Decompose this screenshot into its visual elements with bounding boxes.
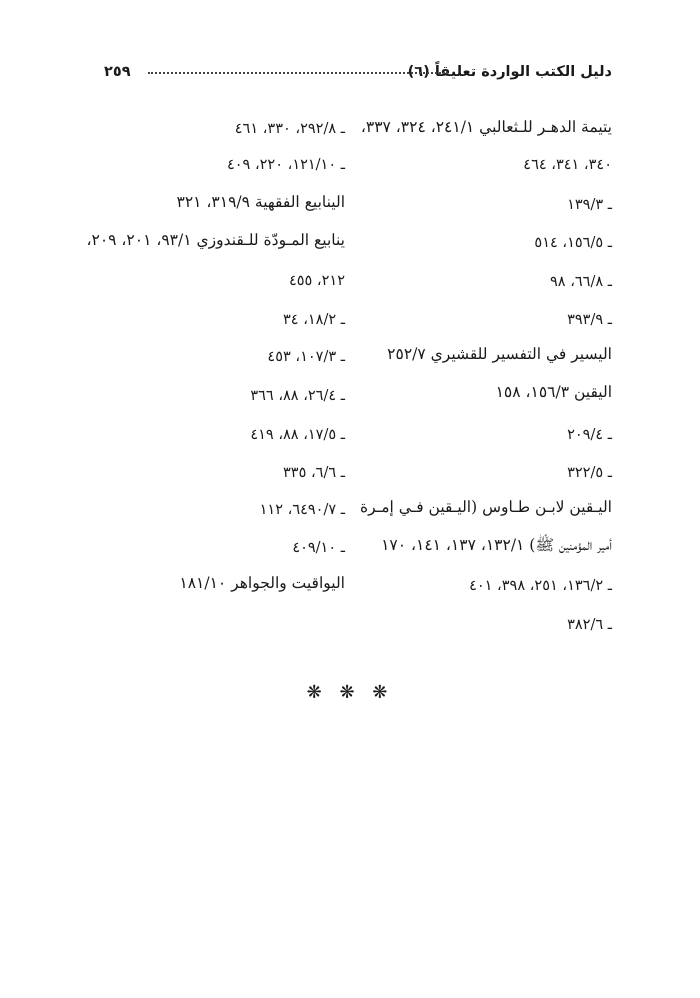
- header-leader-dots: [148, 72, 448, 74]
- index-entry: ٢١٢، ٤٥٥: [288, 273, 345, 289]
- index-entry: ـ ٦/٦، ٣٣٥: [283, 465, 345, 481]
- section-separator: ❋ ❋ ❋: [306, 682, 394, 703]
- index-entry: ـ ١٣٩/٣: [567, 197, 612, 213]
- index-entry: ـ ١٥٦/٥، ٥١٤: [534, 235, 612, 251]
- index-entry: ـ ٢٩٢/٨، ٣٣٠، ٤٦١: [234, 121, 345, 137]
- index-entry: ـ ٣٢٢/٥: [567, 465, 612, 481]
- index-entry: ـ ١٣٦/٢، ٢٥١، ٣٩٨، ٤٠١: [469, 578, 612, 594]
- index-entry: ـ ١٨/٢، ٣٤: [283, 312, 345, 328]
- index-entry: ـ ١٢١/١٠، ٢٢٠، ٤٠٩: [226, 157, 345, 173]
- index-entry: اليقين ١٥٦/٣، ١٥٨: [495, 383, 612, 401]
- index-entry: ـ ٦٦/٨، ٩٨: [550, 274, 612, 290]
- index-entry: أمير المؤمنين ﷺ) ١٣٢/١، ١٣٧، ١٤١، ١٧٠: [381, 536, 612, 554]
- index-entry: ٣٤٠، ٣٤١، ٤٦٤: [523, 157, 612, 173]
- index-entry: ـ ٢٦/٤، ٨٨، ٣٦٦: [250, 388, 345, 404]
- index-entry: ـ ٦٤٩٠/٧، ١١٢: [259, 502, 345, 518]
- index-entry: ـ ١٧/٥، ٨٨، ٤١٩: [250, 427, 345, 443]
- index-entry: ـ ٣٩٣/٩: [567, 312, 612, 328]
- index-entry: ـ ٤٠٩/١٠: [292, 540, 345, 556]
- index-entry: الينابيع الفقهية ٣١٩/٩، ٣٢١: [176, 193, 345, 211]
- running-header-title: دليل الكتب الواردة تعليقاً (٦): [407, 64, 612, 80]
- index-entry: ينابيع المـودّة للـقندوزي ٩٣/١، ٢٠١، ٢٠٩،: [86, 231, 345, 249]
- index-entry: اليواقيت والجواهر ١٨١/١٠: [179, 574, 345, 592]
- index-entry: ـ ٣٨٢/٦: [567, 617, 612, 633]
- page-number: ٢٥٩: [104, 64, 131, 80]
- index-entry: ـ ٢٠٩/٤: [567, 427, 612, 443]
- index-entry: اليسير في التفسير للقشيري ٢٥٢/٧: [387, 345, 612, 363]
- index-entry: ـ ١٠٧/٣، ٤٥٣: [267, 349, 345, 365]
- index-entry: يتيمة الدهـر للـثعالبي ٢٤١/١، ٣٢٤، ٣٣٧،: [360, 118, 612, 136]
- index-entry: اليـقين لابـن طـاوس (اليـقين فـي إمـرة: [359, 498, 612, 516]
